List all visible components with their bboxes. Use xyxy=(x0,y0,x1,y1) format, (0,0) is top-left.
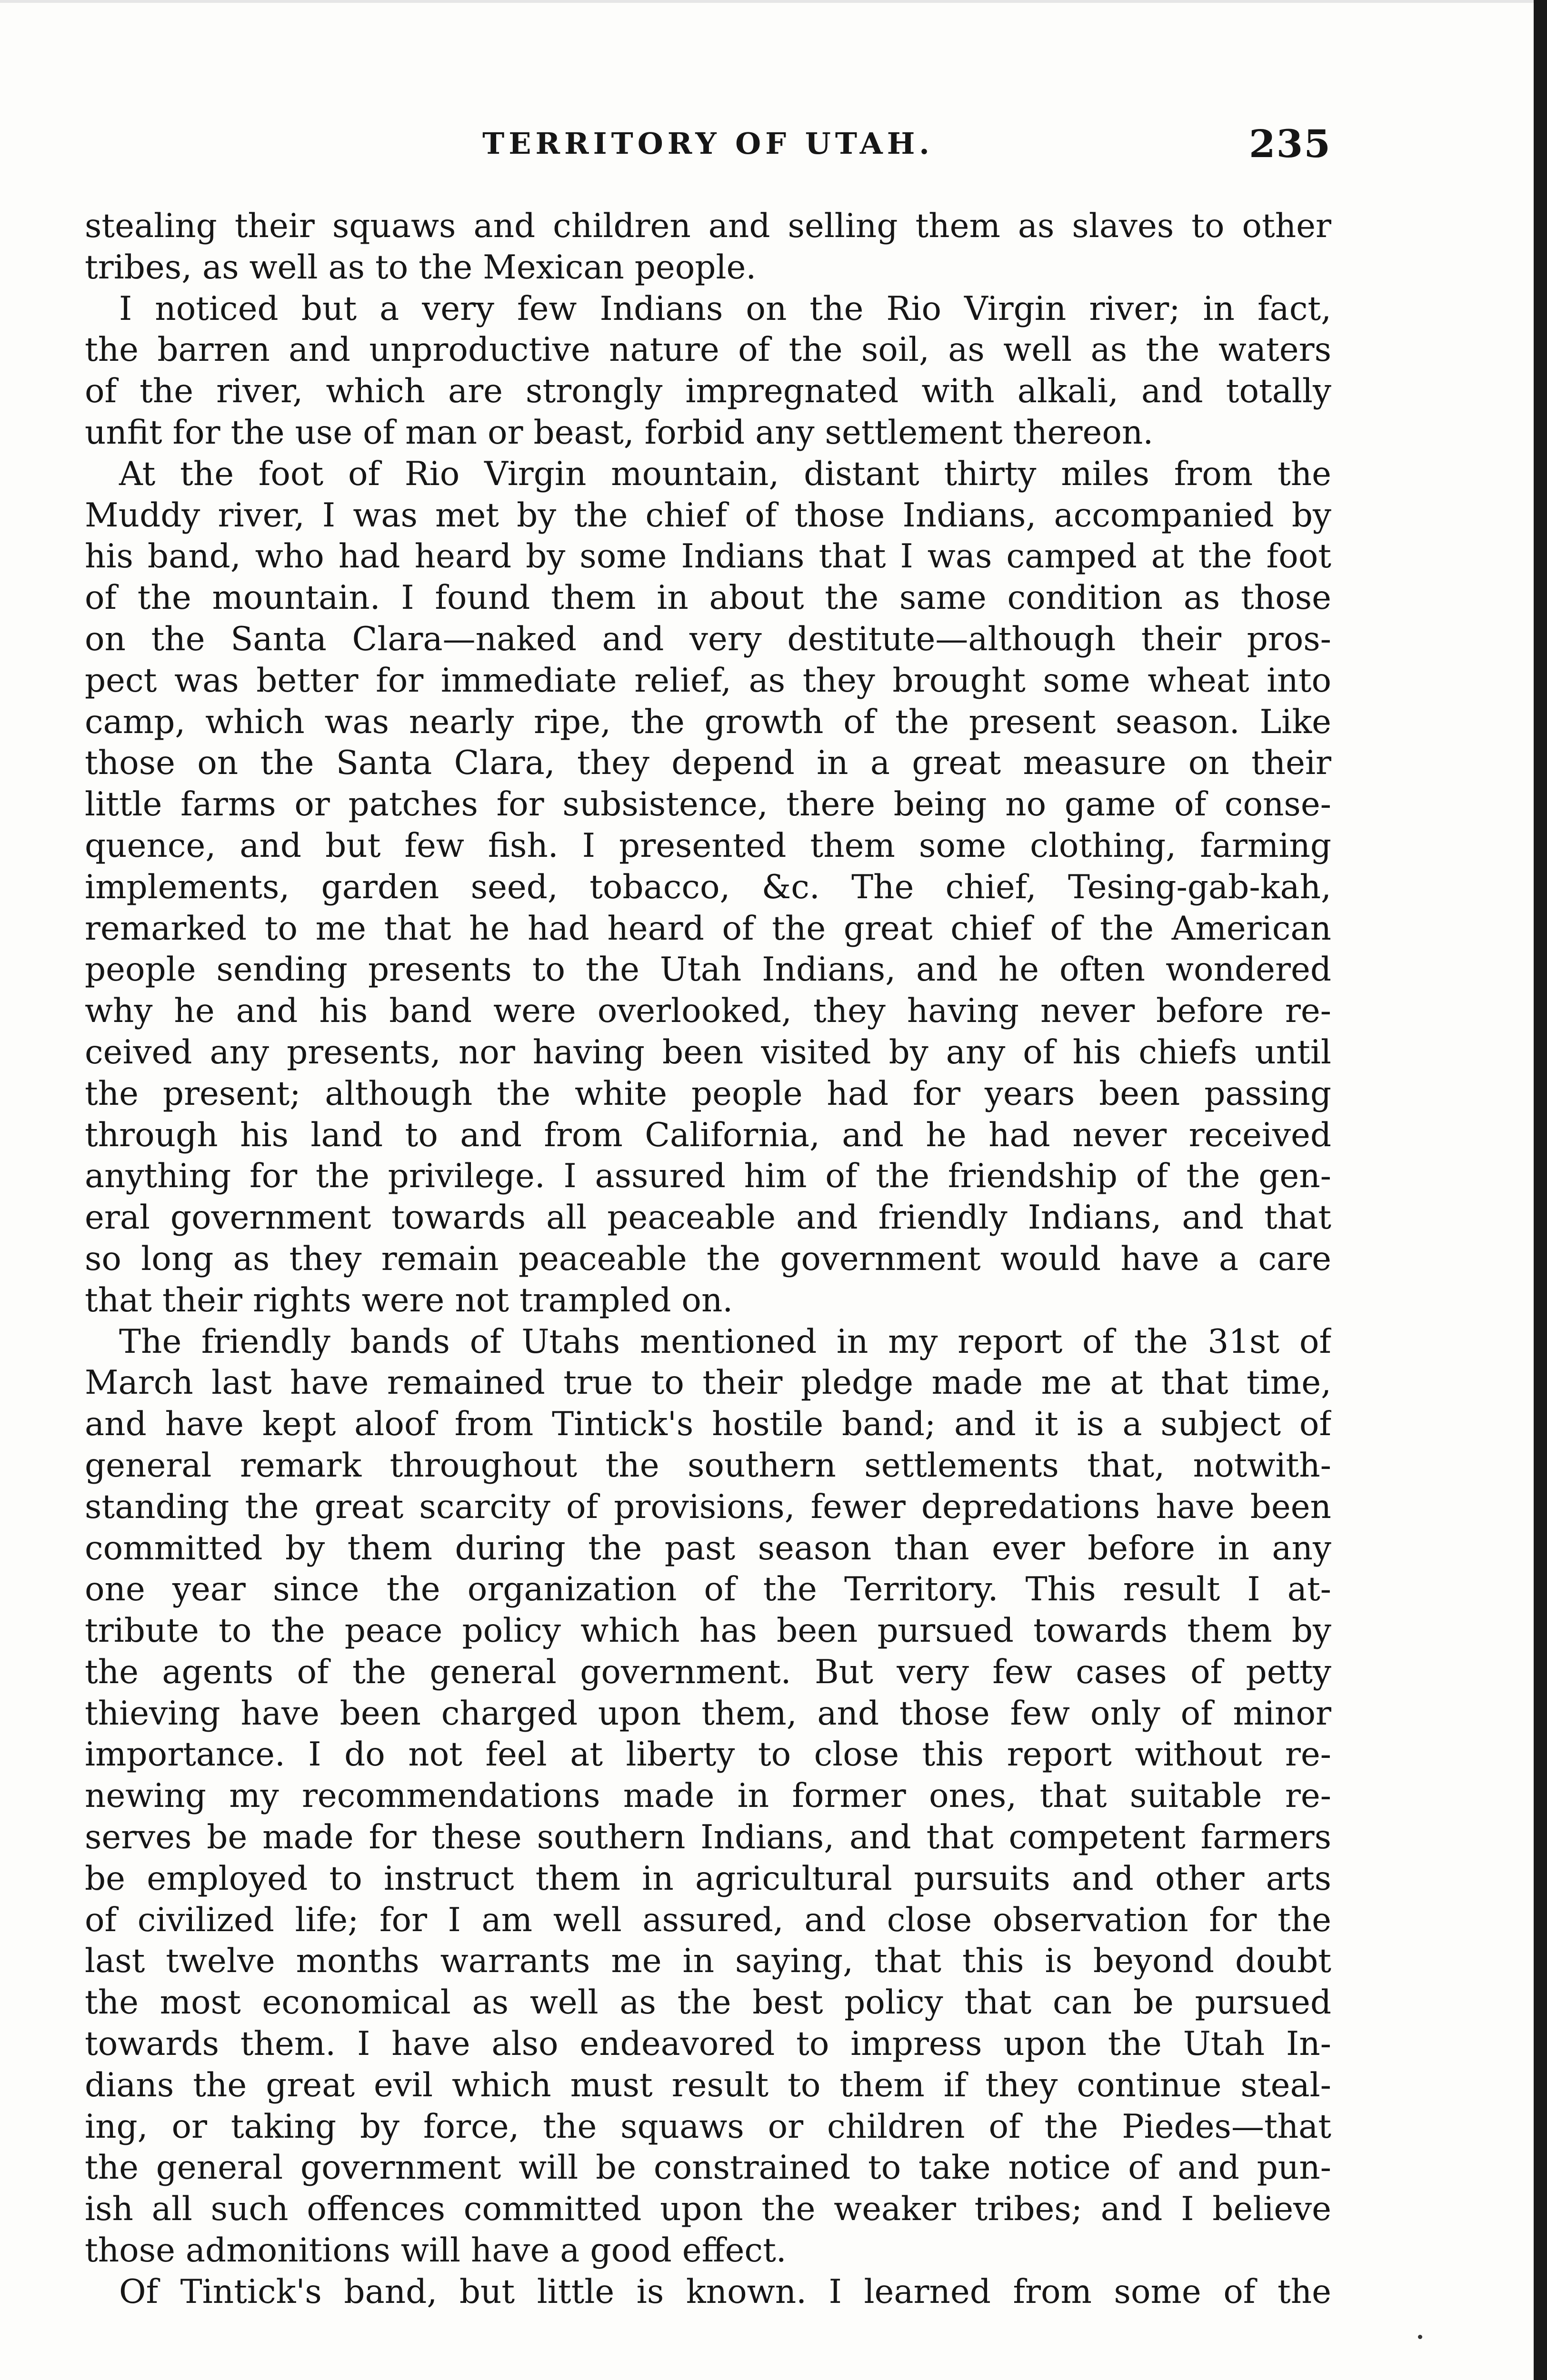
text-line: serves be made for these southern Indians, and that competent farmers xyxy=(85,1818,1331,1857)
text-line: general remark throughout the southern settlements that, notwith- xyxy=(85,1446,1331,1485)
text-line: dians the great evil which must result to them if they continue steal- xyxy=(85,2066,1331,2104)
text-line: the barren and unproductive nature of the soil, as well as the waters xyxy=(85,331,1331,369)
text-line: through his land to and from California, and he had never received xyxy=(85,1116,1331,1154)
text-line: stealing their squaws and children and selling them as slaves to other xyxy=(85,207,1331,245)
text-line: ceived any presents, nor having been visited by any of his chiefs until xyxy=(85,1033,1331,1071)
text-line: pect was better for immediate relief, as they brought some wheat into xyxy=(85,661,1331,700)
text-line: implements, garden seed, tobacco, &c. The chief, Tesing-gab-kah, xyxy=(85,868,1331,906)
page-header xyxy=(85,121,1331,174)
text-line: tribes, as well as to the Mexican people. xyxy=(85,248,757,287)
text-line: committed by them during the past season than ever before in any xyxy=(85,1529,1331,1567)
body-text xyxy=(85,206,1331,2313)
page-number: 235 xyxy=(1249,121,1331,166)
text-line: so long as they remain peaceable the government would have a care xyxy=(85,1240,1331,1278)
running-head: TERRITORY OF UTAH. xyxy=(482,126,934,161)
scan-top-edge xyxy=(0,0,1547,3)
text-line: ish all such offences committed upon the weaker tribes; and I believe xyxy=(85,2190,1331,2229)
text-line: At the foot of Rio Virgin mountain, distant thirty miles from the xyxy=(119,455,1331,493)
paragraph xyxy=(85,454,1331,1321)
paragraph xyxy=(85,206,1331,288)
text-line: The friendly bands of Utahs mentioned in my report of the 31st of xyxy=(119,1322,1331,1361)
text-line: Muddy river, I was met by the chief of those Indians, accompanied by xyxy=(85,496,1331,535)
text-line: importance. I do not feel at liberty to close this report without re- xyxy=(85,1735,1331,1774)
paragraph xyxy=(85,288,1331,454)
text-line: the general government will be constrained to take notice of and pun- xyxy=(85,2149,1331,2187)
text-line: last twelve months warrants me in saying, that this is beyond doubt xyxy=(85,1942,1331,1981)
text-line: March last have remained true to their pledge made me at that time, xyxy=(85,1364,1331,1402)
text-line: people sending presents to the Utah Indians, and he often wondered xyxy=(85,951,1331,989)
text-line: remarked to me that he had heard of the great chief of the American xyxy=(85,909,1331,948)
text-line: eral government towards all peaceable and friendly Indians, and that xyxy=(85,1199,1331,1237)
text-line: anything for the privilege. I assured him of the friendship of the gen- xyxy=(85,1157,1331,1196)
text-line: standing the great scarcity of provisions, fewer depredations have been xyxy=(85,1488,1331,1526)
text-line: Of Tintick's band, but little is known. I learned from some of the xyxy=(119,2272,1331,2311)
text-line: newing my recommendations made in former ones, that suitable re- xyxy=(85,1777,1331,1815)
paragraph xyxy=(85,1321,1331,2271)
scan-speck xyxy=(1418,2335,1422,2339)
text-line: and have kept aloof from Tintick's hostile band; and it is a subject of xyxy=(85,1405,1331,1444)
text-line: quence, and but few fish. I presented them some clothing, farming xyxy=(85,826,1331,865)
text-line: little farms or patches for subsistence, there being no game of conse- xyxy=(85,785,1331,824)
text-line: that their rights were not trampled on. xyxy=(85,1281,733,1319)
text-line: of the mountain. I found them in about the same condition as those xyxy=(85,579,1331,617)
text-line: of civilized life; for I am well assured, and close observation for the xyxy=(85,1901,1331,1939)
paragraph xyxy=(85,2271,1331,2313)
text-line: camp, which was nearly ripe, the growth of the present season. Like xyxy=(85,703,1331,741)
scan-right-edge xyxy=(1534,0,1547,2380)
text-line: I noticed but a very few Indians on the Rio Virgin river; in fact, xyxy=(119,289,1331,328)
text-line: thieving have been charged upon them, and those few only of minor xyxy=(85,1694,1331,1733)
text-line: those on the Santa Clara, they depend in a great measure on their xyxy=(85,744,1331,783)
text-line: the agents of the general government. But very few cases of petty xyxy=(85,1653,1331,1691)
text-line: on the Santa Clara—naked and very destitute—although their pros- xyxy=(85,620,1331,658)
text-line: the most economical as well as the best policy that can be pursued xyxy=(85,1983,1331,2022)
text-line: his band, who had heard by some Indians that I was camped at the foot xyxy=(85,537,1331,576)
text-line: those admonitions will have a good effect. xyxy=(85,2231,787,2270)
text-line: of the river, which are strongly impregnated with alkali, and totally xyxy=(85,372,1331,411)
text-line: tribute to the peace policy which has been pursued towards them by xyxy=(85,1612,1331,1650)
text-line: be employed to instruct them in agricultural pursuits and other arts xyxy=(85,1859,1331,1898)
text-line: one year since the organization of the Territory. This result I at- xyxy=(85,1570,1331,1609)
text-line: ing, or taking by force, the squaws or children of the Piedes—that xyxy=(85,2107,1331,2146)
text-line: towards them. I have also endeavored to impress upon the Utah In- xyxy=(85,2025,1331,2063)
text-line: unfit for the use of man or beast, forbid any settlement thereon. xyxy=(85,413,1154,452)
text-line: why he and his band were overlooked, they having never before re- xyxy=(85,992,1331,1031)
text-line: the present; although the white people had for years been passing xyxy=(85,1074,1331,1113)
